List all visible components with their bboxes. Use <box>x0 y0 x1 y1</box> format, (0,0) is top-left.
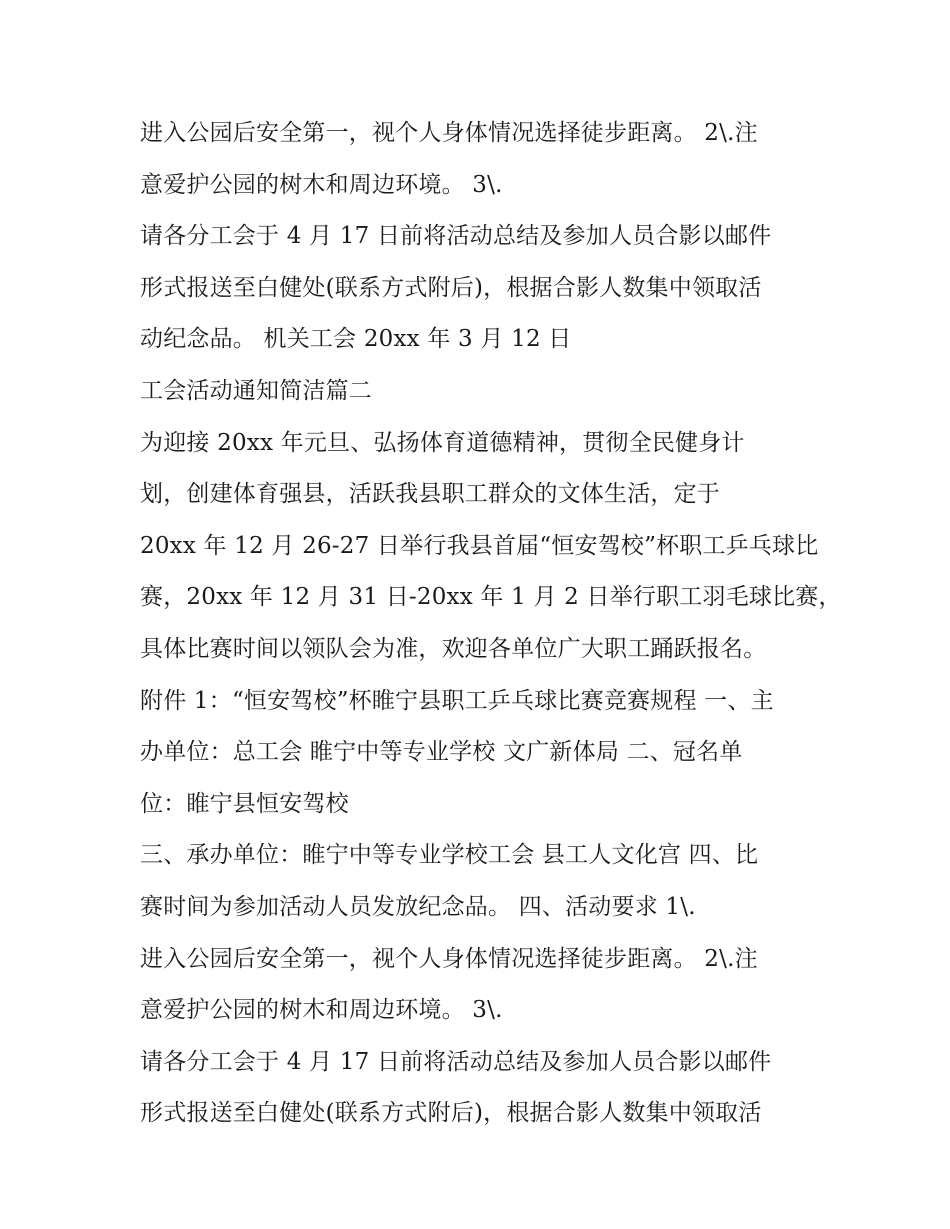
text-line: 请各分工会于 4 月 17 日前将活动总结及参加人员合影以邮件 <box>140 1048 772 1075</box>
text-line: 进入公园后安全第一，视个人身体情况选择徒步距离。 2\.注 <box>140 945 758 972</box>
text-line: 三、承办单位：睢宁中等专业学校工会 县工人文化宫 四、比 <box>140 842 759 869</box>
text-line: 形式报送至白健处(联系方式附后)，根据合影人数集中领取活 <box>140 1100 762 1127</box>
text-line: 附件 1：“恒安驾校”杯睢宁县职工乒乓球比赛竞赛规程 一、主 <box>140 687 774 714</box>
text-line: 意爱护公园的树木和周边环境。 3\. <box>140 171 503 198</box>
text-line: 请各分工会于 4 月 17 日前将活动总结及参加人员合影以邮件 <box>140 223 772 250</box>
text-line: 进入公园后安全第一，视个人身体情况选择徒步距离。 2\.注 <box>140 120 758 146</box>
text-line: 赛时间为参加活动人员发放纪念品。 四、活动要求 1\. <box>140 893 696 920</box>
section-heading: 工会活动通知简洁篇二 <box>140 377 372 404</box>
text-line: 意爱护公园的树木和周边环境。 3\. <box>140 997 503 1024</box>
text-line: 形式报送至白健处(联系方式附后)，根据合影人数集中领取活 <box>140 274 762 301</box>
text-line: 20xx 年 12 月 26-27 日举行我县首届“恒安驾校”杯职工乒乓球比 <box>140 532 819 559</box>
text-line: 办单位：总工会 睢宁中等专业学校 文广新体局 二、冠名单 <box>140 739 743 766</box>
text-line: 动纪念品。 机关工会 20xx 年 3 月 12 日 <box>140 326 572 353</box>
text-line: 划，创建体育强县，活跃我县职工群众的文体生活，定于 <box>140 481 720 508</box>
text-line: 赛，20xx 年 12 月 31 日-20xx 年 1 月 2 日举行职工羽毛球比赛， <box>140 584 842 611</box>
text-line: 具体比赛时间以领队会为准，欢迎各单位广大职工踊跃报名。 <box>140 635 767 662</box>
text-line: 位：睢宁县恒安驾校 <box>140 790 349 817</box>
document-body <box>140 108 842 1140</box>
text-line: 为迎接 20xx 年元旦、弘扬体育道德精神，贯彻全民健身计 <box>140 429 745 456</box>
